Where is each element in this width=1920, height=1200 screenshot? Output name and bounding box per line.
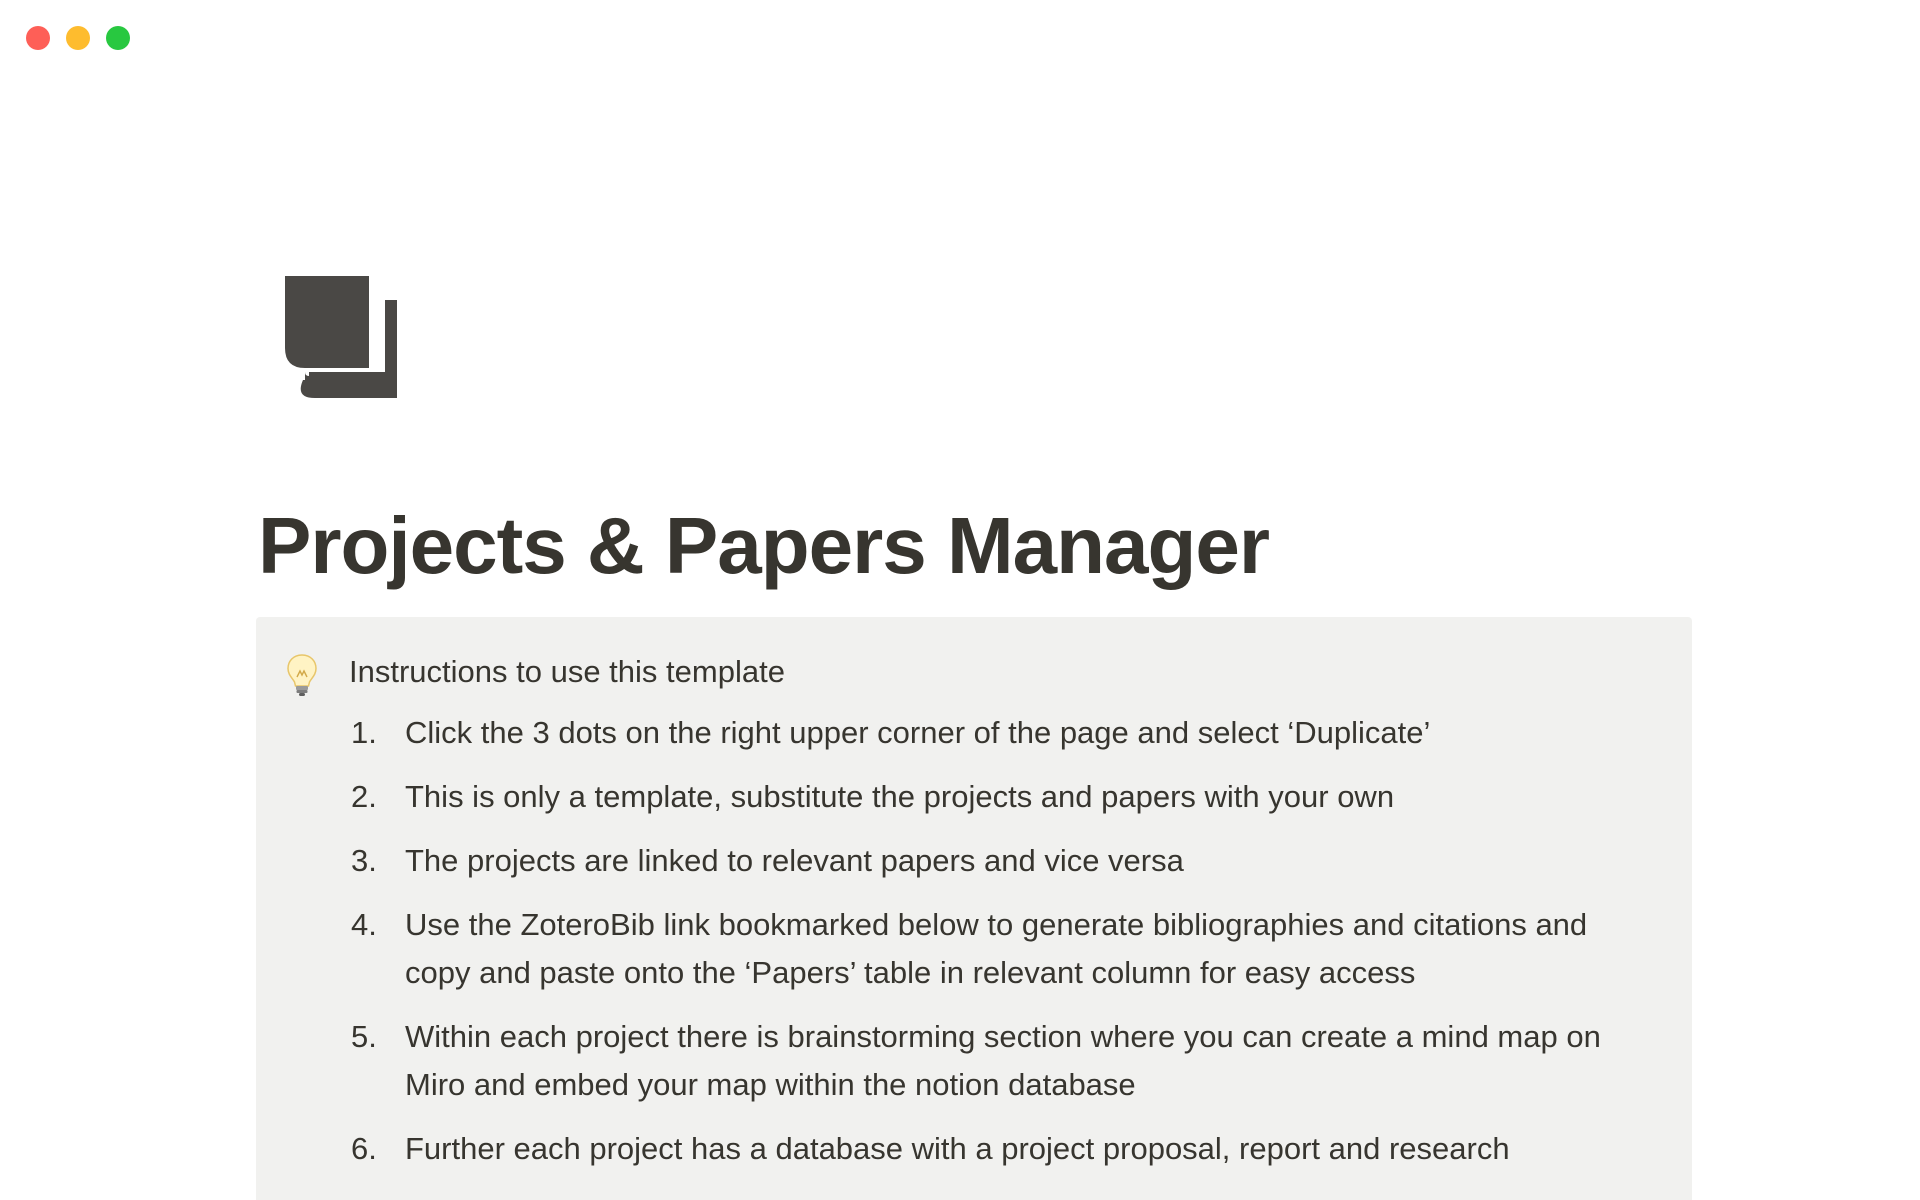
- list-number: 6.: [351, 1131, 377, 1166]
- maximize-window-button[interactable]: [106, 26, 130, 50]
- list-item[interactable]: [349, 837, 1649, 885]
- list-item[interactable]: [349, 773, 1649, 821]
- list-item[interactable]: [349, 1013, 1649, 1109]
- list-item[interactable]: [349, 901, 1649, 997]
- stacked-pages-icon[interactable]: [285, 276, 397, 398]
- list-item-text[interactable]: Further each project has a database with a project proposal, report and research: [405, 1131, 1510, 1166]
- minimize-window-button[interactable]: [66, 26, 90, 50]
- list-number: 2.: [351, 779, 377, 814]
- lightbulb-icon[interactable]: [286, 653, 318, 697]
- list-item[interactable]: [349, 1125, 1649, 1173]
- list-item-text[interactable]: This is only a template, substitute the projects and papers with your own: [405, 779, 1395, 814]
- window-controls: [26, 26, 130, 50]
- list-item-text[interactable]: Use the ZoteroBib link bookmarked below to generate bibliographies and citations and copy and paste onto the ‘Papers’ table in relevant column for easy access: [405, 907, 1588, 990]
- list-number: 5.: [351, 1019, 377, 1054]
- list-item-text[interactable]: Within each project there is brainstorming section where you can create a mind map on Miro and embed your map within the notion database: [405, 1019, 1601, 1102]
- list-number: 1.: [351, 715, 377, 750]
- instructions-callout: [256, 617, 1692, 1200]
- callout-heading[interactable]: Instructions to use this template: [349, 654, 785, 689]
- list-item-text[interactable]: The projects are linked to relevant papers and vice versa: [405, 843, 1184, 878]
- list-item-text[interactable]: Click the 3 dots on the right upper corner of the page and select ‘Duplicate’: [405, 715, 1431, 750]
- close-window-button[interactable]: [26, 26, 50, 50]
- instructions-list: [349, 709, 1649, 1189]
- list-item[interactable]: [349, 709, 1649, 757]
- list-number: 4.: [351, 907, 377, 942]
- page-title[interactable]: Projects & Papers Manager: [258, 501, 1269, 590]
- list-number: 3.: [351, 843, 377, 878]
